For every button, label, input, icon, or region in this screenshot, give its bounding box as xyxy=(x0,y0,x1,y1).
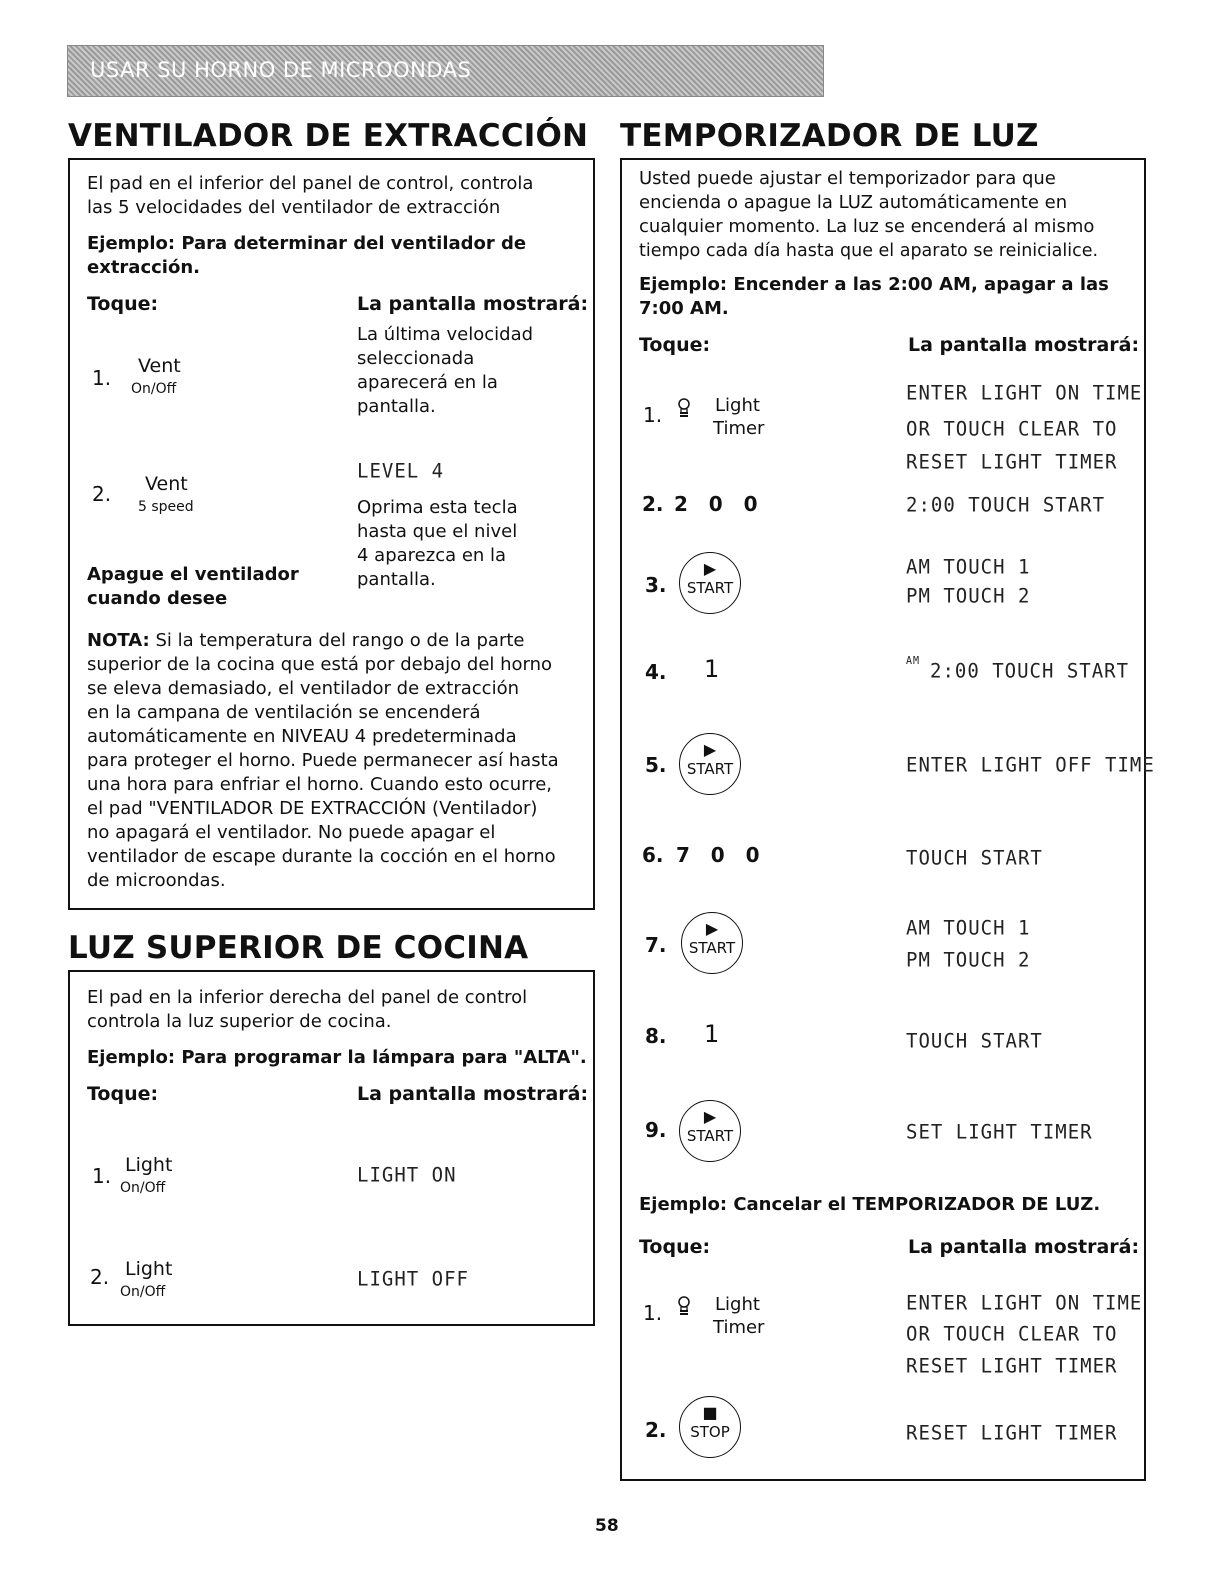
vent-intro-2: las 5 velocidades del ventilador de extracción xyxy=(87,197,501,218)
timer-cancel-example: Ejemplo: Cancelar el TEMPORIZADOR DE LUZ. xyxy=(639,1194,1101,1215)
stop-square-icon: ■ xyxy=(702,1403,718,1422)
light-step1-key: Light xyxy=(125,1154,173,1176)
timer-step6-lcd: TOUCH START xyxy=(906,846,1043,870)
vent-example-1: Ejemplo: Para determinar del ventilador de xyxy=(87,233,527,254)
timer-step1-lcd-1: ENTER LIGHT ON TIME xyxy=(906,381,1143,405)
timer-step1-key1: Light xyxy=(715,395,760,416)
vent-nota-1 xyxy=(87,629,524,653)
vent-nota-11: de microondas. xyxy=(87,870,226,891)
start-label: START xyxy=(686,1127,734,1145)
timer-cancel-step1-lcd-2: OR TOUCH CLEAR TO xyxy=(906,1322,1118,1346)
light-step2-lcd: LIGHT OFF xyxy=(357,1267,469,1291)
timer-step7-lcd-2: PM TOUCH 2 xyxy=(906,948,1031,972)
vent-nota-3: se eleva demasiado, el ventilador de extracción xyxy=(87,678,519,699)
vent-off-note-2: cuando desee xyxy=(87,588,228,609)
light-title: LUZ SUPERIOR DE COCINA xyxy=(68,930,529,966)
vent-nota-line-1: Si la temperatura del rango o de la parte xyxy=(149,630,525,651)
timer-step3-lcd-2: PM TOUCH 2 xyxy=(906,584,1031,608)
timer-step1-lcd-2: OR TOUCH CLEAR TO xyxy=(906,417,1118,441)
timer-step4-lcd: 2:00 TOUCH START xyxy=(930,659,1130,683)
light-intro-1: El pad en la inferior derecha del panel de control xyxy=(87,987,528,1008)
light-step2-sub: On/Off xyxy=(120,1284,166,1300)
timer-step2-digits: 2 0 0 xyxy=(674,492,758,516)
vent-example-2: extracción. xyxy=(87,257,200,278)
play-icon: ▶ xyxy=(703,1107,717,1126)
vent-step2-num: 2. xyxy=(92,482,112,506)
bulb-icon xyxy=(677,398,691,424)
light-intro-2: controla la luz superior de cocina. xyxy=(87,1011,392,1032)
start-label: START xyxy=(688,939,736,957)
timer-step1-lcd-3: RESET LIGHT TIMER xyxy=(906,450,1118,474)
timer-step4-digits: 1 xyxy=(704,655,720,683)
timer-cancel-display-heading: La pantalla mostrará: xyxy=(908,1236,1140,1258)
vent-step1-sub: On/Off xyxy=(131,381,177,397)
section-banner xyxy=(67,45,824,97)
timer-intro-3: cualquier momento. La luz se encenderá al mismo xyxy=(639,216,1095,237)
vent-nota-label: NOTA: xyxy=(87,630,150,651)
timer-intro-2: encienda o apague la LUZ automáticamente en xyxy=(639,192,1068,213)
timer-step8-digits: 1 xyxy=(704,1020,720,1048)
vent-step1-num: 1. xyxy=(92,366,112,390)
play-icon: ▶ xyxy=(705,919,719,938)
timer-touch-heading: Toque: xyxy=(639,334,711,356)
timer-cancel-step1-lcd-3: RESET LIGHT TIMER xyxy=(906,1354,1118,1378)
timer-step6-num: 6. xyxy=(642,843,664,867)
play-icon: ▶ xyxy=(703,559,717,578)
timer-step3-num: 3. xyxy=(645,573,667,597)
vent-step1-desc-2: seleccionada xyxy=(357,348,475,369)
timer-example-1: Ejemplo: Encender a las 2:00 AM, apagar a las xyxy=(639,274,1109,295)
start-label: START xyxy=(686,579,734,597)
light-step1-sub: On/Off xyxy=(120,1180,166,1196)
timer-step3-lcd-1: AM TOUCH 1 xyxy=(906,555,1031,579)
play-icon: ▶ xyxy=(703,740,717,759)
timer-display-heading: La pantalla mostrará: xyxy=(908,334,1140,356)
timer-cancel-step1-key1: Light xyxy=(715,1294,760,1315)
vent-step2-key: Vent xyxy=(145,473,188,495)
timer-step4-num: 4. xyxy=(645,660,667,684)
page-number: 58 xyxy=(595,1516,619,1536)
start-button-icon xyxy=(681,912,743,974)
vent-step2-desc-2: hasta que el nivel xyxy=(357,521,518,542)
timer-step7-num: 7. xyxy=(645,933,667,957)
vent-step2-sub: 5 speed xyxy=(138,499,194,515)
light-step1-lcd: LIGHT ON xyxy=(357,1163,457,1187)
vent-intro-1: El pad en el inferior del panel de control, controla xyxy=(87,173,534,194)
vent-nota-8: el pad "VENTILADOR DE EXTRACCIÓN (Ventilador) xyxy=(87,798,538,819)
bulb-icon xyxy=(677,1296,691,1322)
timer-intro-1: Usted puede ajustar el temporizador para que xyxy=(639,168,1056,189)
timer-step9-lcd: SET LIGHT TIMER xyxy=(906,1120,1093,1144)
vent-nota-7: una hora para enfriar el horno. Cuando esto ocurre, xyxy=(87,774,552,795)
vent-nota-9: no apagará el ventilador. No puede apagar el xyxy=(87,822,496,843)
vent-step1-key: Vent xyxy=(138,355,181,377)
timer-step8-num: 8. xyxy=(645,1024,667,1048)
light-step2-num: 2. xyxy=(90,1265,110,1289)
timer-example-2: 7:00 AM. xyxy=(639,298,729,319)
vent-nota-6: para proteger el horno. Puede permanecer así hasta xyxy=(87,750,559,771)
start-button-icon xyxy=(679,1100,741,1162)
vent-off-note-1: Apague el ventilador xyxy=(87,564,299,585)
vent-step1-desc-4: pantalla. xyxy=(357,396,436,417)
light-touch-heading: Toque: xyxy=(87,1083,159,1105)
vent-nota-4: en la campana de ventilación se encenderá xyxy=(87,702,481,723)
timer-cancel-step2-num: 2. xyxy=(645,1418,667,1442)
vent-nota-10: ventilador de escape durante la cocción en el horno xyxy=(87,846,556,867)
timer-step5-lcd: ENTER LIGHT OFF TIME xyxy=(906,753,1155,777)
timer-step5-num: 5. xyxy=(645,753,667,777)
vent-touch-heading: Toque: xyxy=(87,293,159,315)
timer-intro-4: tiempo cada día hasta que el aparato se reinicialice. xyxy=(639,241,1099,261)
vent-nota-2: superior de la cocina que está por debajo del horno xyxy=(87,654,553,675)
timer-step4-lcd-small: AM xyxy=(906,655,921,668)
timer-cancel-step1-key2: Timer xyxy=(713,1317,765,1338)
light-step1-num: 1. xyxy=(92,1164,112,1188)
light-example: Ejemplo: Para programar la lámpara para "ALTA". xyxy=(87,1047,587,1068)
start-button-icon xyxy=(679,552,741,614)
vent-step1-desc-3: aparecerá en la xyxy=(357,372,498,393)
vent-step1-desc-1: La última velocidad xyxy=(357,324,534,345)
vent-step2-desc-4: pantalla. xyxy=(357,569,436,590)
timer-step7-lcd-1: AM TOUCH 1 xyxy=(906,916,1031,940)
vent-step2-lcd: LEVEL 4 xyxy=(357,459,445,483)
timer-step6-digits: 7 0 0 xyxy=(676,843,760,867)
timer-step1-key2: Timer xyxy=(713,418,765,439)
timer-step1-num: 1. xyxy=(643,403,663,427)
light-step2-key: Light xyxy=(125,1258,173,1280)
stop-label: STOP xyxy=(690,1423,730,1441)
timer-step8-lcd: TOUCH START xyxy=(906,1029,1043,1053)
timer-cancel-step2-lcd: RESET LIGHT TIMER xyxy=(906,1421,1118,1445)
light-display-heading: La pantalla mostrará: xyxy=(357,1083,589,1105)
stop-button-icon xyxy=(679,1396,741,1458)
timer-cancel-step1-lcd-1: ENTER LIGHT ON TIME xyxy=(906,1291,1143,1315)
vent-display-heading: La pantalla mostrará: xyxy=(357,293,589,315)
start-label: START xyxy=(686,760,734,778)
timer-title: TEMPORIZADOR DE LUZ xyxy=(620,118,1039,154)
vent-nota-5: automáticamente en NIVEAU 4 predeterminada xyxy=(87,726,517,747)
timer-step2-lcd: 2:00 TOUCH START xyxy=(906,493,1106,517)
vent-title: VENTILADOR DE EXTRACCIÓN xyxy=(68,118,589,154)
vent-step2-desc-3: 4 aparezca en la xyxy=(357,545,507,566)
banner-text: USAR SU HORNO DE MICROONDAS xyxy=(90,58,472,82)
timer-step9-num: 9. xyxy=(645,1118,667,1142)
start-button-icon xyxy=(679,733,741,795)
vent-step2-desc-1: Oprima esta tecla xyxy=(357,497,518,518)
timer-cancel-touch-heading: Toque: xyxy=(639,1236,711,1258)
timer-step2-num: 2. xyxy=(642,492,664,516)
timer-cancel-step1-num: 1. xyxy=(643,1301,663,1325)
